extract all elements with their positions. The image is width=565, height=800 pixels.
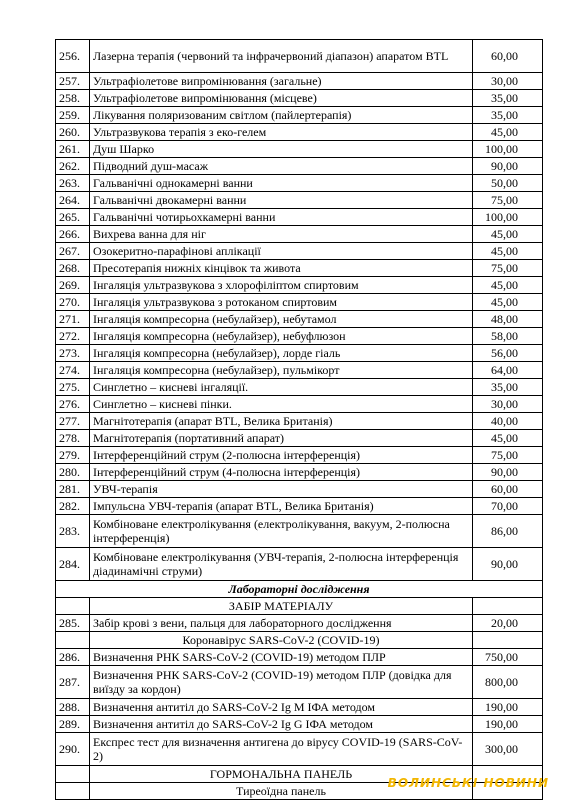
service-price: 60,00 [473,40,543,73]
subheader-title: ЗАБІР МАТЕРІАЛУ [90,598,473,615]
service-name: Інгаляція ультразвукова з хлорофіліптом спиртовим [90,277,473,294]
service-price: 800,00 [473,666,543,699]
service-name: Комбіноване електролікування (УВЧ-терапія, 2-полюсна інтерференція діадинамічні струми) [90,548,473,581]
service-price: 35,00 [473,379,543,396]
row-number: 275. [56,379,90,396]
table-row [56,430,543,447]
service-name: Імпульсна УВЧ-терапія (апарат BTL, Велика Британія) [90,498,473,515]
row-number: 259. [56,107,90,124]
service-price: 90,00 [473,464,543,481]
table-row [56,294,543,311]
service-name: Вихрева ванна для ніг [90,226,473,243]
row-number: 286. [56,649,90,666]
row-number: 289. [56,716,90,733]
service-name: Пресотерапія нижніх кінцівок та живота [90,260,473,277]
service-price: 86,00 [473,515,543,548]
service-name: Лікування поляризованим світлом (пайлертерапія) [90,107,473,124]
table-row [56,362,543,379]
row-number: 285. [56,615,90,632]
service-price: 45,00 [473,294,543,311]
price-table [55,39,543,800]
service-price: 40,00 [473,413,543,430]
service-price: 190,00 [473,716,543,733]
table-row [56,699,543,716]
service-name: Інгаляція компресорна (небулайзер), лорде гіаль [90,345,473,362]
table-row [56,515,543,548]
blank-cell [56,766,90,783]
service-name: Інгаляція ультразвукова з ротоканом спиртовим [90,294,473,311]
service-price: 30,00 [473,396,543,413]
table-row [56,277,543,294]
table-row [56,666,543,699]
service-price: 30,00 [473,73,543,90]
table-row [56,226,543,243]
service-price: 45,00 [473,277,543,294]
service-price: 45,00 [473,124,543,141]
service-price: 45,00 [473,430,543,447]
table-row [56,192,543,209]
row-number: 261. [56,141,90,158]
table-row [56,209,543,226]
row-number: 268. [56,260,90,277]
table-row [56,413,543,430]
service-price: 90,00 [473,548,543,581]
service-name: Забір крові з вени, пальця для лабораторного дослідження [90,615,473,632]
service-name: Інтерференційний струм (2-полюсна інтерференція) [90,447,473,464]
service-price: 190,00 [473,699,543,716]
section-title: Лабораторні дослідження [56,581,543,598]
service-price: 75,00 [473,447,543,464]
subheader-title: Коронавірус SARS-CoV-2 (COVID-19) [90,632,473,649]
row-number: 282. [56,498,90,515]
service-price: 48,00 [473,311,543,328]
row-number: 277. [56,413,90,430]
row-number: 284. [56,548,90,581]
service-price: 35,00 [473,90,543,107]
service-price: 75,00 [473,260,543,277]
row-number: 265. [56,209,90,226]
service-name: Інгаляція компресорна (небулайзер), небутамол [90,311,473,328]
row-number: 290. [56,733,90,766]
row-number: 264. [56,192,90,209]
row-number: 260. [56,124,90,141]
table-row [56,396,543,413]
service-price: 100,00 [473,141,543,158]
service-price: 70,00 [473,498,543,515]
row-number: 280. [56,464,90,481]
row-number: 288. [56,699,90,716]
service-name: Визначення РНК SARS-CoV-2 (COVID-19) методом ПЛР [90,649,473,666]
table-row [56,716,543,733]
table-row [56,175,543,192]
blank-cell [56,783,90,800]
service-price: 100,00 [473,209,543,226]
row-number: 272. [56,328,90,345]
service-name: Магнітотерапія (портативний апарат) [90,430,473,447]
row-number: 279. [56,447,90,464]
table-row [56,328,543,345]
service-name: Озокеритно-парафінові аплікації [90,243,473,260]
row-number: 262. [56,158,90,175]
blank-cell [473,632,543,649]
service-price: 45,00 [473,226,543,243]
table-row [56,379,543,396]
price-table-body [56,40,543,800]
table-row [56,141,543,158]
service-price: 90,00 [473,158,543,175]
service-name: Лазерна терапія (червоний та інфрачервоний діапазон) апаратом BTL [90,40,473,73]
service-name: Ультразвукова терапія з еко-гелем [90,124,473,141]
row-number: 274. [56,362,90,379]
service-name: Душ Шарко [90,141,473,158]
service-price: 58,00 [473,328,543,345]
service-price: 750,00 [473,649,543,666]
service-name: Ультрафіолетове випромінювання (місцеве) [90,90,473,107]
service-price: 60,00 [473,481,543,498]
subheader-row [56,632,543,649]
service-name: Визначення антитіл до SARS-CoV-2 Ig G ІФА методом [90,716,473,733]
service-name: Визначення РНК SARS-CoV-2 (COVID-19) методом ПЛР (довідка для виїзду за кордон) [90,666,473,699]
row-number: 281. [56,481,90,498]
table-row [56,90,543,107]
service-name: Гальванічні двокамерні ванни [90,192,473,209]
service-name: Ультрафіолетове випромінювання (загальне) [90,73,473,90]
service-name: Експрес тест для визначення антигена до вірусу COVID-19 (SARS-CoV-2) [90,733,473,766]
service-price: 75,00 [473,192,543,209]
table-row [56,345,543,362]
row-number: 269. [56,277,90,294]
table-row [56,260,543,277]
subheader-title: ГОРМОНАЛЬНА ПАНЕЛЬ [90,766,473,783]
service-name: Інтерференційний струм (4-полюсна інтерференція) [90,464,473,481]
service-name: УВЧ-терапія [90,481,473,498]
table-row [56,464,543,481]
service-name: Інгаляція компресорна (небулайзер), пульмікорт [90,362,473,379]
service-price: 45,00 [473,243,543,260]
blank-cell [56,598,90,615]
service-name: Визначення антитіл до SARS-CoV-2 Ig M ІФА методом [90,699,473,716]
row-number: 267. [56,243,90,260]
row-number: 287. [56,666,90,699]
table-row [56,498,543,515]
subheader-title: Тиреоїдна панель [90,783,473,800]
service-name: Комбіноване електролікування (електролікування, вакуум, 2-полюсна інтерференція) [90,515,473,548]
service-price: 50,00 [473,175,543,192]
service-name: Синглетно – кисневі пінки. [90,396,473,413]
service-name: Магнітотерапія (апарат BTL, Велика Британія) [90,413,473,430]
service-name: Гальванічні однокамерні ванни [90,175,473,192]
row-number: 258. [56,90,90,107]
table-row [56,107,543,124]
blank-cell [473,598,543,615]
service-price: 56,00 [473,345,543,362]
service-name: Синглетно – кисневі інгаляції. [90,379,473,396]
table-row [56,243,543,260]
service-price: 35,00 [473,107,543,124]
row-number: 276. [56,396,90,413]
row-number: 271. [56,311,90,328]
row-number: 283. [56,515,90,548]
service-name: Гальванічні чотирьохкамерні ванни [90,209,473,226]
row-number: 278. [56,430,90,447]
service-price: 64,00 [473,362,543,379]
table-row [56,649,543,666]
service-price: 20,00 [473,615,543,632]
watermark-logo: ВОЛИНСЬКІ НОВИНИ [387,776,549,790]
table-row [56,311,543,328]
row-number: 257. [56,73,90,90]
table-row [56,548,543,581]
service-name: Підводний душ-масаж [90,158,473,175]
table-row [56,447,543,464]
subheader-row [56,598,543,615]
blank-cell [56,632,90,649]
service-name: Інгаляція компресорна (небулайзер), небуфлюзон [90,328,473,345]
table-row [56,158,543,175]
section-header-row [56,581,543,598]
table-row [56,481,543,498]
table-row [56,40,543,73]
row-number: 273. [56,345,90,362]
row-number: 266. [56,226,90,243]
table-row [56,733,543,766]
service-price: 300,00 [473,733,543,766]
table-row [56,124,543,141]
row-number: 256. [56,40,90,73]
row-number: 263. [56,175,90,192]
table-row [56,615,543,632]
table-row [56,73,543,90]
row-number: 270. [56,294,90,311]
